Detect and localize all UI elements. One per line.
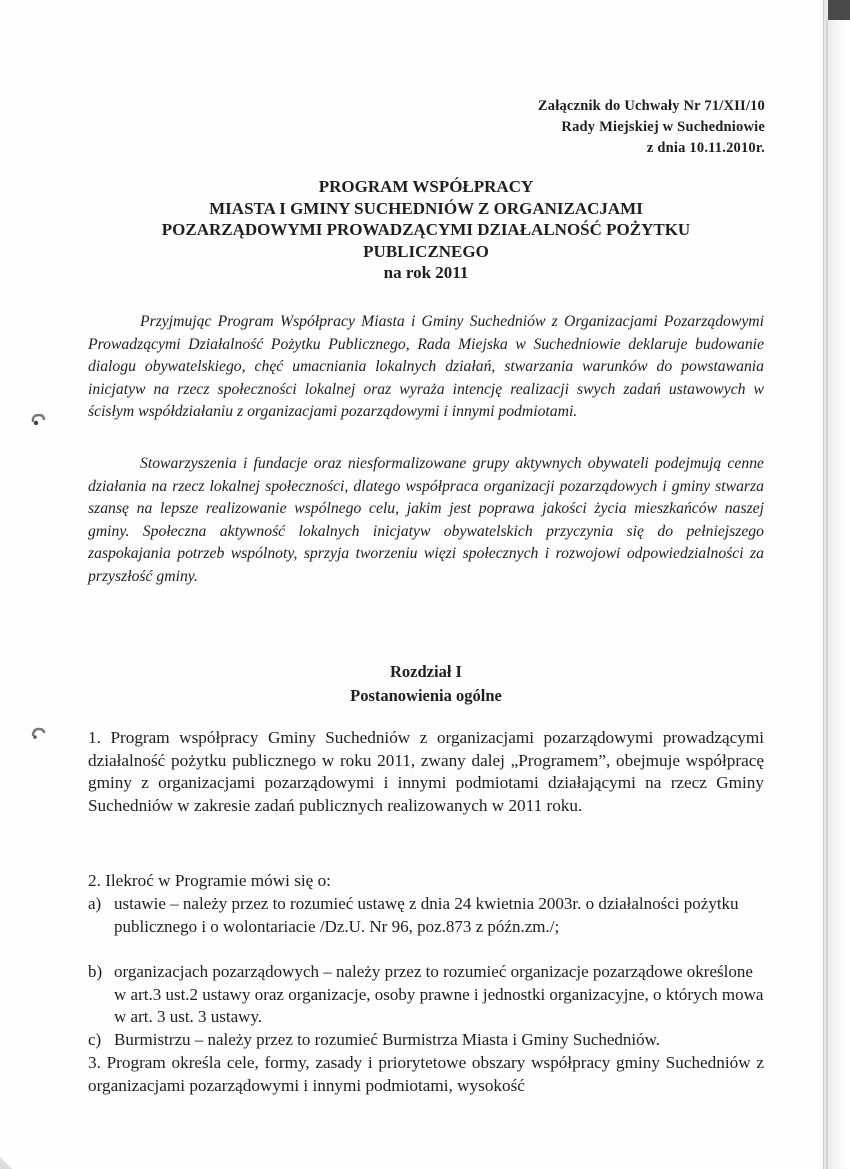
punch-hole-icon: [30, 412, 46, 428]
title-line-3: POZARZĄDOWYMI PROWADZĄCYMI DZIAŁALNOŚĆ POŻYTKU: [161, 220, 691, 239]
definition-text: organizacjach pozarządowych – należy przez to rozumieć organizacje pozarządowe określone w art.3 ust.2 ustawy oraz organizacje, osoby prawne i jednostki organizacyjne, o których mowa w art. 3 ust. 3 ustawy.: [114, 962, 764, 1027]
annex-line-2: Rady Miejskiej w Suchedniowie: [561, 119, 765, 135]
section-1: 1. Program współpracy Gminy Suchedniów z organizacjami pozarządowymi prowadzącymi działalność pożytku publicznego w roku 2011, zwany dalej „Programem”, obejmuje współpracę gminy z organizacjami pozarządowymi i innymi podmiotami działającymi na rzecz Gminy Suchedniów w zakresie zadań publicznych realizowanych w 2011 roku.: [88, 728, 764, 816]
scan-fold: [0, 1157, 12, 1169]
definition-text: ustawie – należy przez to rozumieć ustawę z dnia 24 kwietnia 2003r. o działalności pożytku publicznego i o wolontariacie /Dz.U. Nr 96, poz.873 z późn.zm./;: [114, 894, 739, 936]
annex-line-3: z dnia 10.11.2010r.: [646, 140, 765, 156]
chapter-heading: [90, 660, 762, 708]
preamble-paragraph-1: Przyjmując Program Współpracy Miasta i Gminy Suchedniów z Organizacjami Pozarządowymi Prowadzącymi Działalność Pożytku Publicznego, Rada Miejska w Suchedniowie deklaruje budowanie dialogu obywatelskiego, chęć umacniania lokalnych działań, stwarzania warunków do powstawania inicjatyw na rzecz społeczności lokalnej oraz wyraża intencję realizacji swych zadań ustawowych w ścisłym współdziałaniu z organizacjami pozarządowymi i innymi podmiotami.: [88, 313, 764, 421]
chapter-number: Rozdział I: [390, 662, 462, 681]
definition-item-a: [88, 893, 764, 938]
title-line-4: PUBLICZNEGO: [363, 241, 489, 261]
definition-text: Burmistrzu – należy przez to rozumieć Burmistrza Miasta i Gminy Suchedniów.: [114, 1030, 661, 1049]
definition-item-c: [88, 1029, 764, 1052]
scan-edge-shadow: [826, 20, 828, 1169]
section-2-intro: 2. Ilekroć w Programie mówi się o:: [88, 871, 331, 890]
title-line-1: PROGRAM WSPÓŁPRACY: [318, 177, 534, 196]
list-marker: c): [88, 1030, 102, 1049]
title-line-2: MIASTA I GMINY SUCHEDNIÓW Z ORGANIZACJAMI: [209, 198, 643, 218]
annex-line-1: Załącznik do Uchwały Nr 71/XII/10: [537, 98, 765, 114]
section-3: 3. Program określa cele, formy, zasady i priorytetowe obszary współpracy gminy Suchedniów z organizacjami pozarządowymi i innymi podmiotami, wysokość: [88, 1053, 764, 1095]
list-marker: a): [88, 894, 102, 913]
document-title: [90, 176, 762, 284]
preamble-paragraph-2: Stowarzyszenia i fundacje oraz niesformalizowane grupy aktywnych obywateli podejmują cenne działania na rzecz lokalnej społeczności, dlatego współpraca organizacji pozarządowych i gminy stwarza szansę na lepsze realizowanie wspólnego celu, jakim jest poprawa jakości życia mieszkańców naszej gminy. Społeczna aktywność lokalnych inicjatyw obywatelskich przyczynia się do pełniejszego zaspokajania potrzeb wspólnoty, sprzyja tworzeniu więzi społecznych i rozwojowi odpowiedzialności za przyszłość gminy.: [88, 455, 764, 585]
definition-item-b: [88, 961, 764, 1029]
punch-hole-icon: [30, 726, 46, 742]
resolution-annex-note: [538, 96, 765, 159]
chapter-name: Postanowienia ogólne: [350, 686, 502, 705]
scan-corner: [828, 0, 850, 20]
title-line-5: na rok 2011: [383, 263, 469, 282]
list-marker: b): [88, 962, 103, 981]
